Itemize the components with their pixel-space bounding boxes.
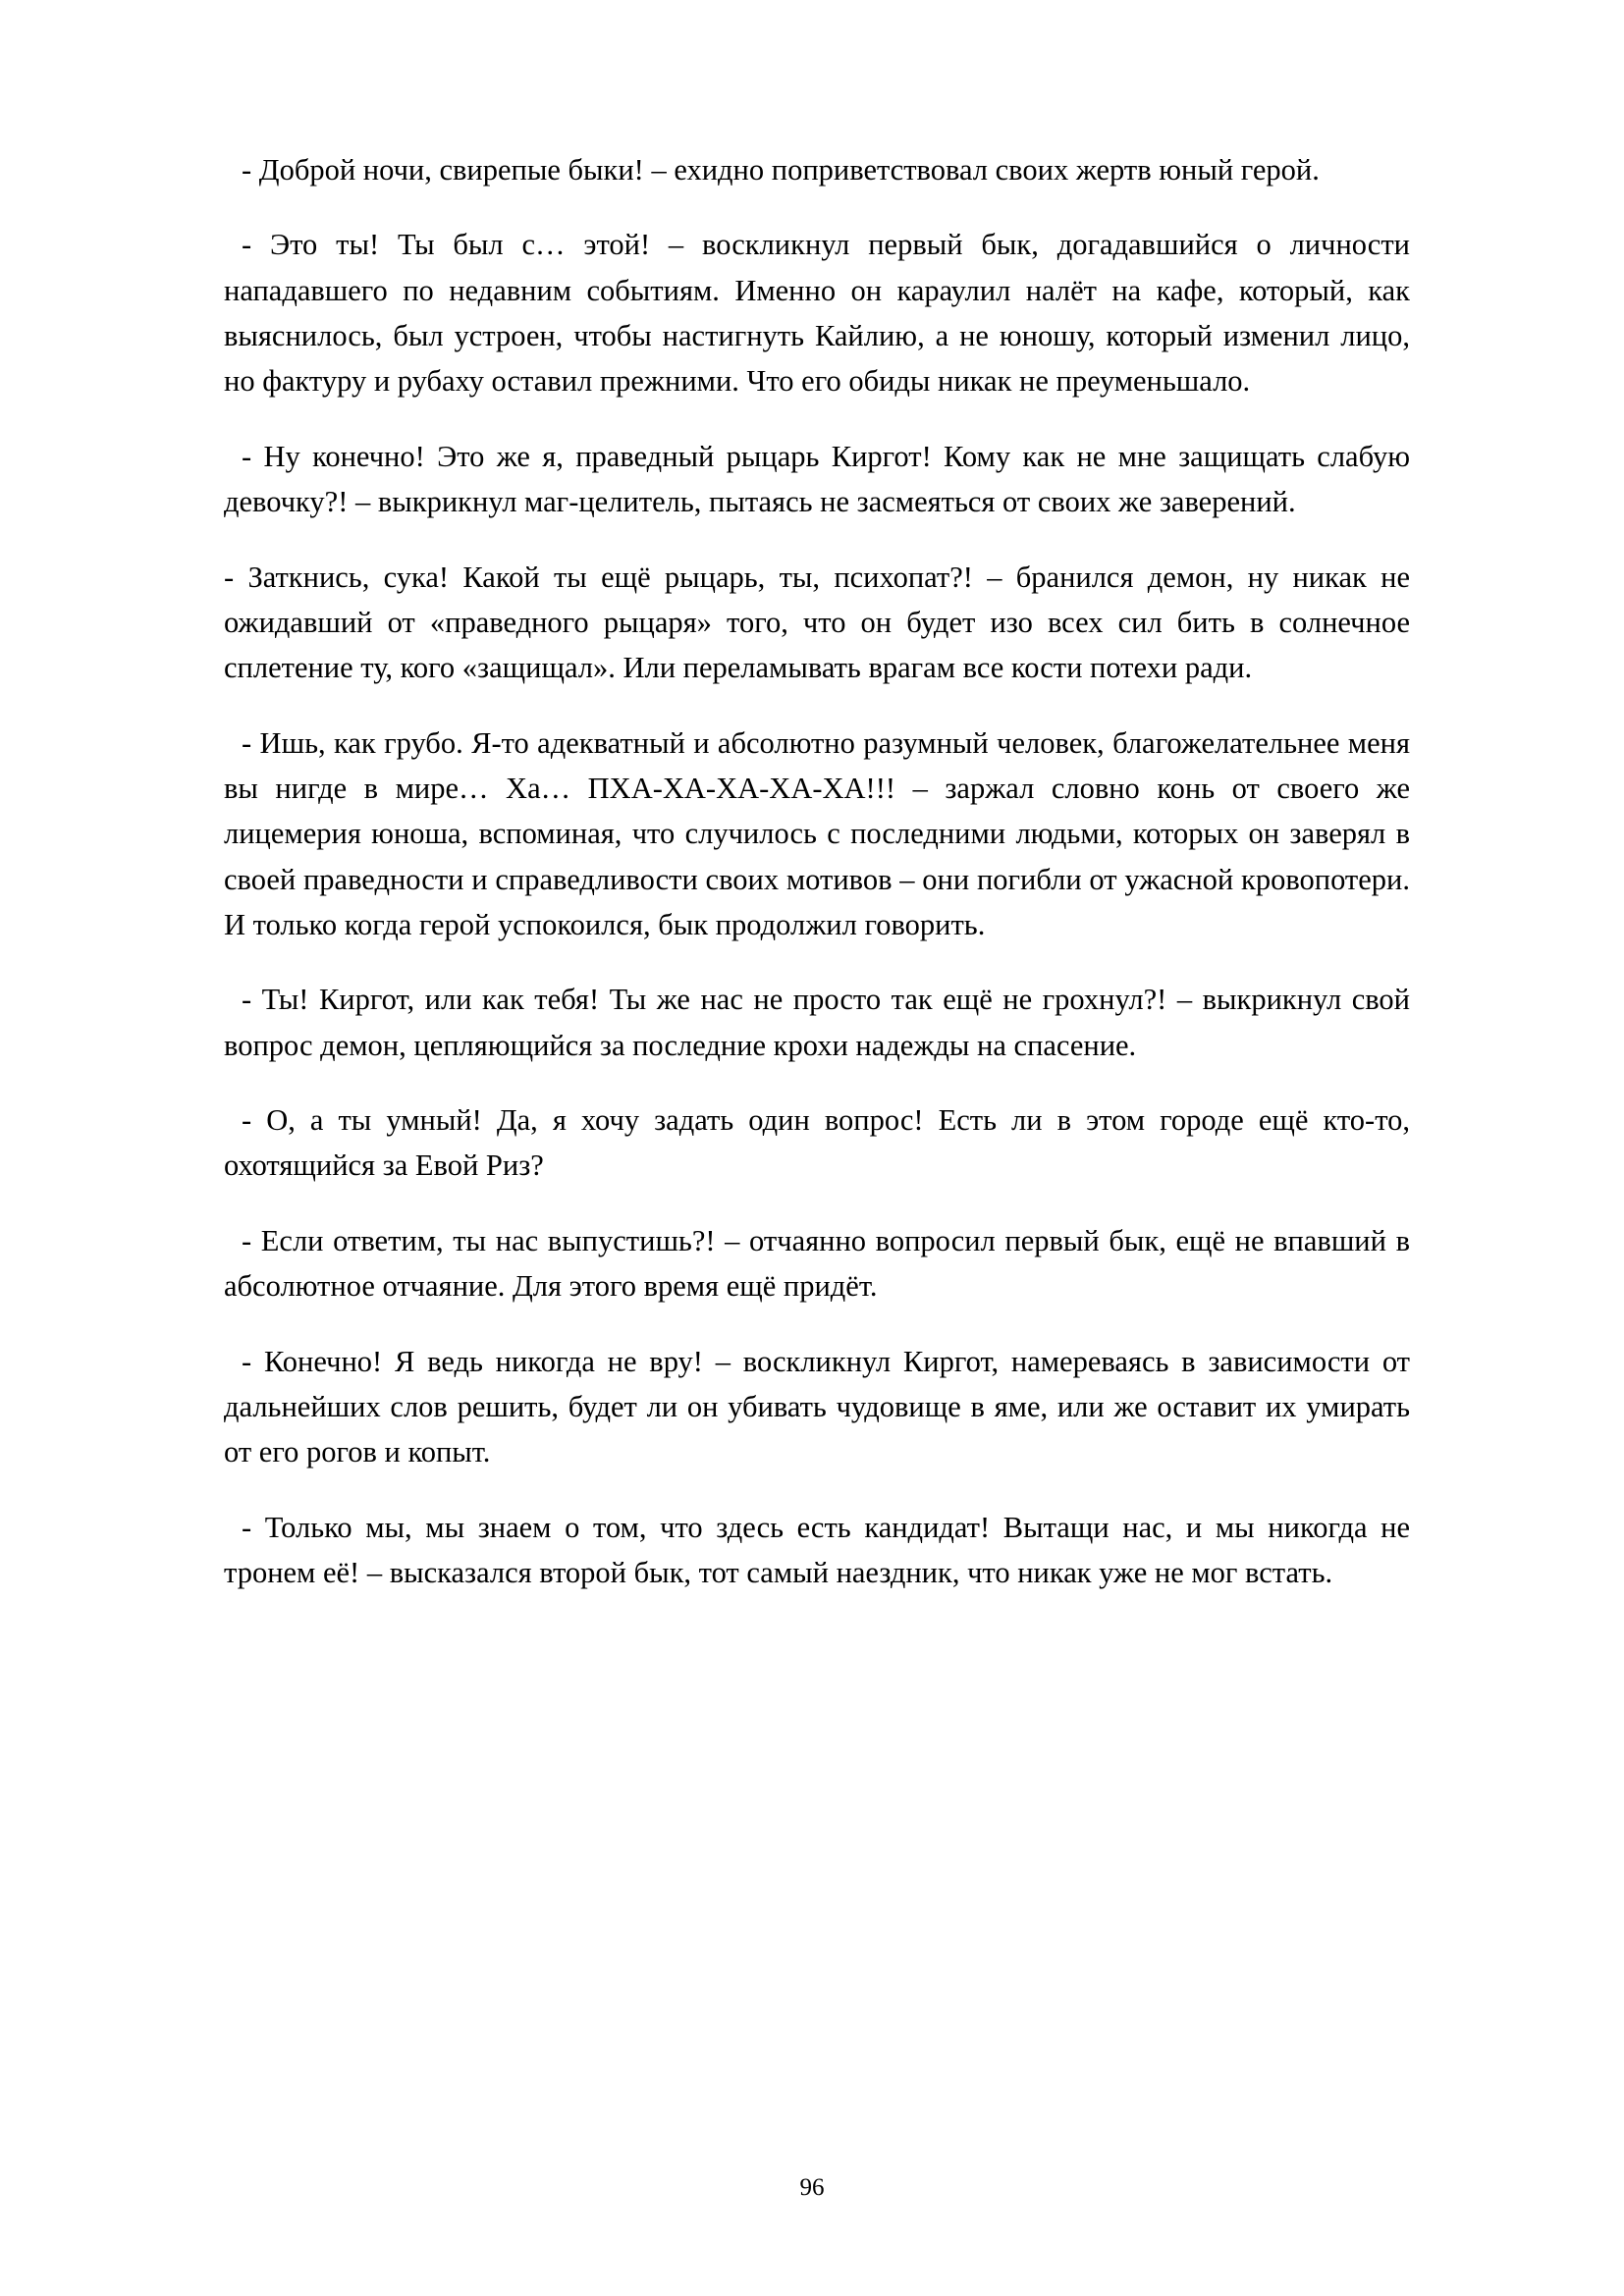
paragraph: - Ты! Киргот, или как тебя! Ты же нас не просто так ещё не грохнул?! – выкрикнул свой вопрос демон, цепляющийся за последние крохи надежды на спасение. [224,983,1410,1062]
paragraph: - Это ты! Ты был с… этой! – воскликнул первый бык, догадавшийся о личности нападавшего по недавним событиям. Именно он караулил налёт на кафе, который, как выяснилось, был устроен, чтобы настигнуть Кайлию, а не юношу, который изменил лицо, но фактуру и рубаху оставил прежними. Что его обиды никак не преуменьшало. [224,228,1410,399]
paragraph: - О, а ты умный! Да, я хочу задать один вопрос! Есть ли в этом городе ещё кто-то, охотящийся за Евой Риз? [224,1103,1410,1183]
paragraph: - Ишь, как грубо. Я-то адекватный и абсолютно разумный человек, благожелательнее меня вы нигде в мире… Ха… ПХА-ХА-ХА-ХА-ХА!!! – заржал словно конь от своего же лицемерия юноша, вспоминая, что случилось с последними людьми, которых он заверял в своей праведности и справедливости своих мотивов – они погибли от ужасной кровопотери. И только когда герой успокоился, бык продолжил говорить. [224,725,1410,942]
paragraph: - Доброй ночи, свирепые быки! – ехидно поприветствовал своих жертв юный герой. [242,153,1320,187]
page-body-text [224,147,1410,1595]
paragraph: - Только мы, мы знаем о том, что здесь есть кандидат! Вытащи нас, и мы никогда не тронем её! – высказался второй бык, тот самый наездник, что никак уже не мог встать. [224,1510,1410,1589]
paragraph: - Ну конечно! Это же я, праведный рыцарь Киргот! Кому как не мне защищать слабую девочку?! – выкрикнул маг-целитель, пытаясь не засмеяться от своих же заверений. [224,439,1410,519]
paragraph: - Заткнись, сука! Какой ты ещё рыцарь, ты, психопат?! – бранился демон, ну никак не ожидавший от «праведного рыцаря» того, что он будет изо всех сил бить в солнечное сплетение ту, кого «защищал». Или переламывать врагам все кости потехи ради. [224,560,1410,685]
paragraph: - Если ответим, ты нас выпустишь?! – отчаянно вопросил первый бык, ещё не впавший в абсолютное отчаяние. Для этого время ещё придёт. [224,1223,1410,1304]
paragraph: - Конечно! Я ведь никогда не вру! – воскликнул Киргот, намереваясь в зависимости от дальнейших слов решить, будет ли он убивать чудовище в яме, или же оставит их умирать от его рогов и копыт. [224,1344,1410,1469]
page-number: 96 [799,2174,825,2201]
